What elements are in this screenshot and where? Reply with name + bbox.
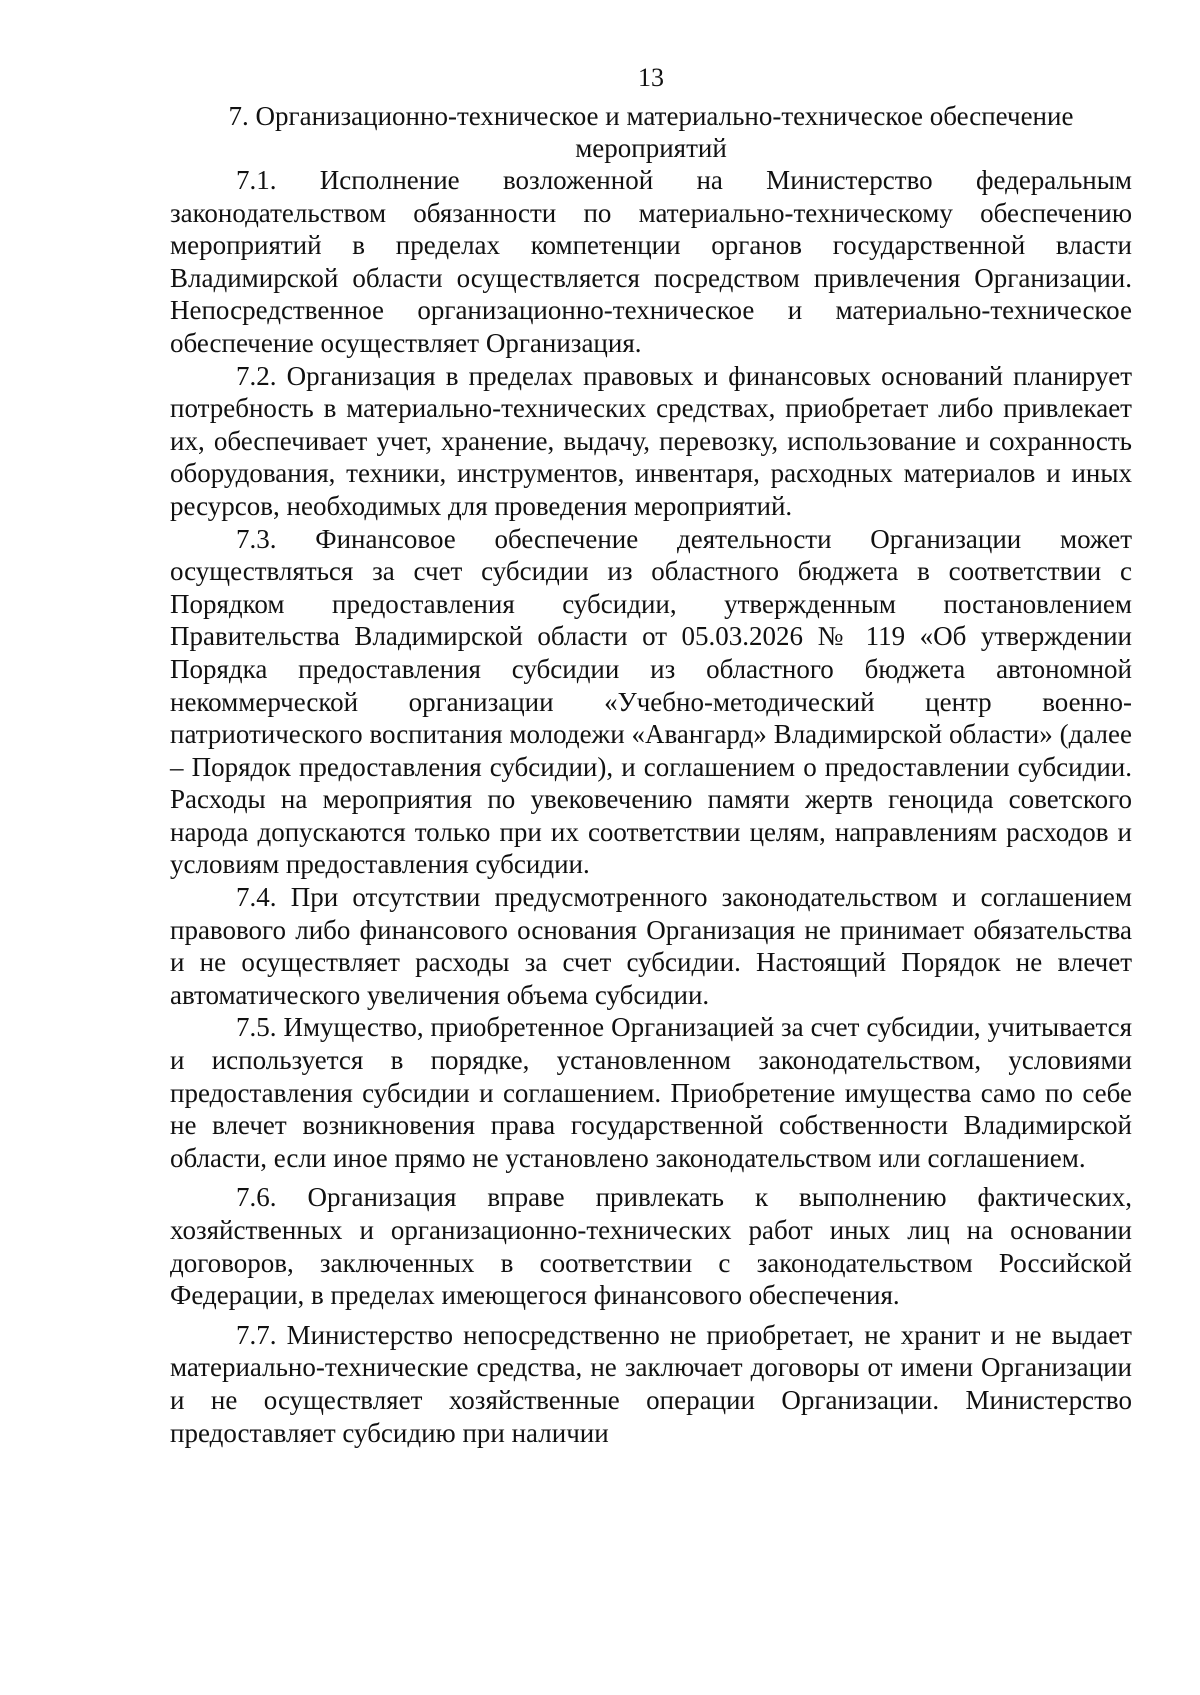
paragraph-7-2: 7.2. Организация в пределах правовых и финансовых оснований планирует потребность в материально-технических средствах, приобретает либо привлекает их, обеспечивает учет, хранение, выдачу, перевозку, использование и сохранность оборудования, техники, инструментов, инвентаря, расходных материалов и иных ресурсов, необходимых для проведения мероприятий. [170,360,1132,521]
paragraph-7-5: 7.5. Имущество, приобретенное Организацией за счет субсидии, учитывается и используется в порядке, установленном законодательством, условиями предоставления субсидии и соглашением. Приобретение имущества само по себе не влечет возникновения права государственной собственности Владимирской области, если иное прямо не установлено законодательством или соглашением. [170,1012,1132,1173]
paragraph-7-4: 7.4. При отсутствии предусмотренного законодательством и соглашением правового либо финансового основания Организация не принимает обязательства и не осуществляет расходы за счет субсидии. Настоящий Порядок не влечет автоматического увеличения объема субсидии. [170,882,1132,1010]
paragraph-7-7: 7.7. Министерство непосредственно не приобретает, не хранит и не выдает материально-технические средства, не заключает договоры от имени Организации и не осуществляет хозяйственные операции Организации. Министерство предоставляет субсидию при наличии [170,1319,1132,1448]
paragraph-7-3: 7.3. Финансовое обеспечение деятельности Организации может осуществляться за счет субсидии из областного бюджета в соответствии с Порядком предоставления субсидии, утвержденным постановлением Правительства Владимирской области от 05.03.2026 № 119 «Об утверждении Порядка предоставления субсидии из областного бюджета автономной некоммерческой организации «Учебно-методический центр военно-патриотического воспитания молодежи «Авангард» Владимирской области» (далее – Порядок предоставления субсидии), и соглашением о предоставлении субсидии. Расходы на мероприятия по увековечению памяти жертв геноцида советского народа допускаются только при их соответствии целям, направлениям расходов и условиям предоставления субсидии. [170,523,1132,880]
section-title: 7. Организационно-техническое и материально-техническое обеспечение мероприятий [228,101,1074,163]
paragraph-7-1: 7.1. Исполнение возложенной на Министерство федеральным законодательством обязанности по материально-техническому обеспечению мероприятий в пределах компетенции органов государственной власти Владимирской области осуществляется посредством привлечения Организации. Непосредственное организационно-техническое и материально-техническое обеспечение осуществляет Организация. [170,165,1132,358]
page-number: 13 [638,63,664,92]
paragraph-7-6: 7.6. Организация вправе привлекать к выполнению фактических, хозяйственных и организационно-технических работ иных лиц на основании договоров, заключенных в соответствии с законодательством Российской Федерации, в пределах имеющегося финансового обеспечения. [170,1182,1132,1311]
